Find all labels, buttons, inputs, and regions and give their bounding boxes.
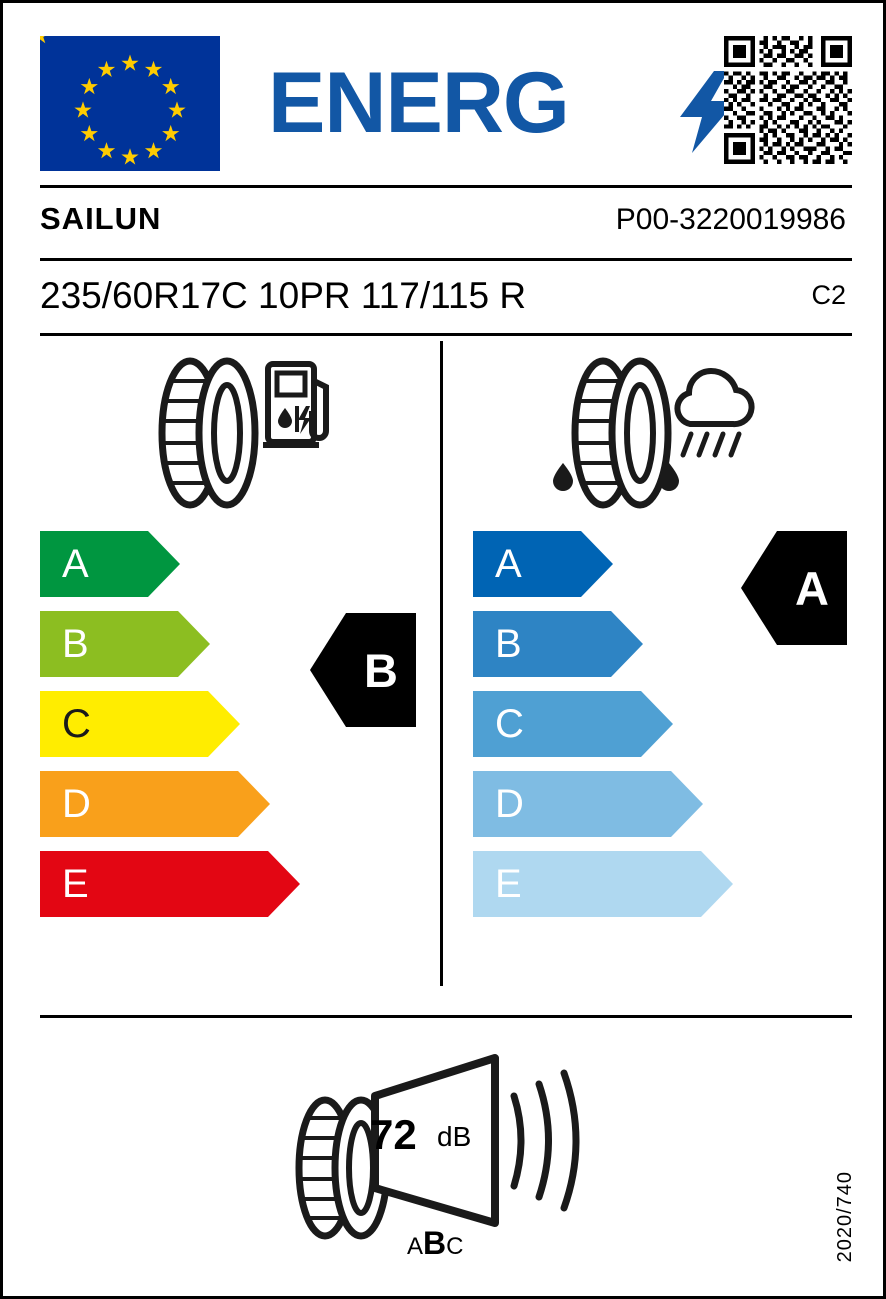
wet-grade-letter: E: [495, 861, 522, 906]
arrow-tip: [581, 531, 613, 597]
eu-flag-icon: [40, 36, 220, 171]
eu-stars: [40, 36, 220, 171]
wet-grade-letter: A: [495, 541, 522, 586]
marker-body: [777, 531, 847, 645]
noise-value: 72: [370, 1111, 417, 1158]
wet-grade-row: [473, 611, 733, 677]
tyre-rain-cloud-icon: [541, 351, 761, 516]
panel-divider: [440, 341, 443, 986]
noise-unit: dB: [437, 1121, 472, 1152]
arrow-tip: [268, 851, 300, 917]
tyre-fuel-pump-icon: [135, 351, 335, 516]
arrow-tip: [671, 771, 703, 837]
fuel-grade-letter: D: [62, 781, 91, 826]
noise-class-scale: [407, 1225, 463, 1262]
wet-grade-row: [473, 691, 733, 757]
noise-class-a: A: [407, 1233, 424, 1260]
fuel-result-letter: B: [364, 643, 398, 697]
arrow-tip: [238, 771, 270, 837]
tyre-size: 235/60R17C 10PR 117/115 R: [40, 275, 527, 316]
noise-class-b: B: [423, 1225, 447, 1261]
brand-name: SAILUN: [40, 201, 162, 236]
wet-result-marker: [741, 531, 847, 645]
fuel-grade-row: [40, 851, 300, 917]
noise-class-c: C: [446, 1233, 464, 1260]
fuel-grade-letter: A: [62, 541, 89, 586]
fuel-grade-letter: B: [62, 621, 89, 666]
fuel-efficiency-panel: [40, 341, 412, 991]
fuel-grade-letter: E: [62, 861, 89, 906]
wet-grade-letter: B: [495, 621, 522, 666]
divider-noise: [40, 1015, 852, 1018]
fuel-grade-scale: [40, 531, 300, 931]
arrow-tip: [148, 531, 180, 597]
wet-grade-row: [473, 851, 733, 917]
wet-grade-row: [473, 531, 733, 597]
fuel-grade-row: [40, 691, 300, 757]
marker-tip: [310, 613, 346, 727]
arrow-tip: [208, 691, 240, 757]
label-header: [40, 36, 852, 171]
arrow-tip: [701, 851, 733, 917]
regulation-reference: 2020/740: [834, 1170, 856, 1262]
divider-top: [40, 185, 852, 188]
wet-result-letter: A: [795, 561, 829, 615]
marker-body: [346, 613, 416, 727]
arrow-tip: [611, 611, 643, 677]
divider-brand: [40, 258, 852, 261]
tyre-class: C2: [811, 280, 846, 310]
divider-size: [40, 333, 852, 336]
qr-code: [724, 36, 852, 164]
fuel-grade-row: [40, 611, 300, 677]
fuel-grade-row: [40, 771, 300, 837]
fuel-result-marker: [310, 613, 416, 727]
wet-grade-row: [473, 771, 733, 837]
wet-grip-scale: [473, 531, 733, 931]
marker-tip: [741, 531, 777, 645]
arrow-tip: [641, 691, 673, 757]
wet-grade-letter: C: [495, 701, 524, 746]
model-code: P00-3220019986: [615, 203, 846, 236]
arrow-tip: [178, 611, 210, 677]
wet-grade-letter: D: [495, 781, 524, 826]
page-title: ENERG: [268, 55, 569, 151]
fuel-grade-letter: C: [62, 701, 91, 746]
wet-grip-panel: [451, 341, 852, 991]
fuel-grade-row: [40, 531, 300, 597]
